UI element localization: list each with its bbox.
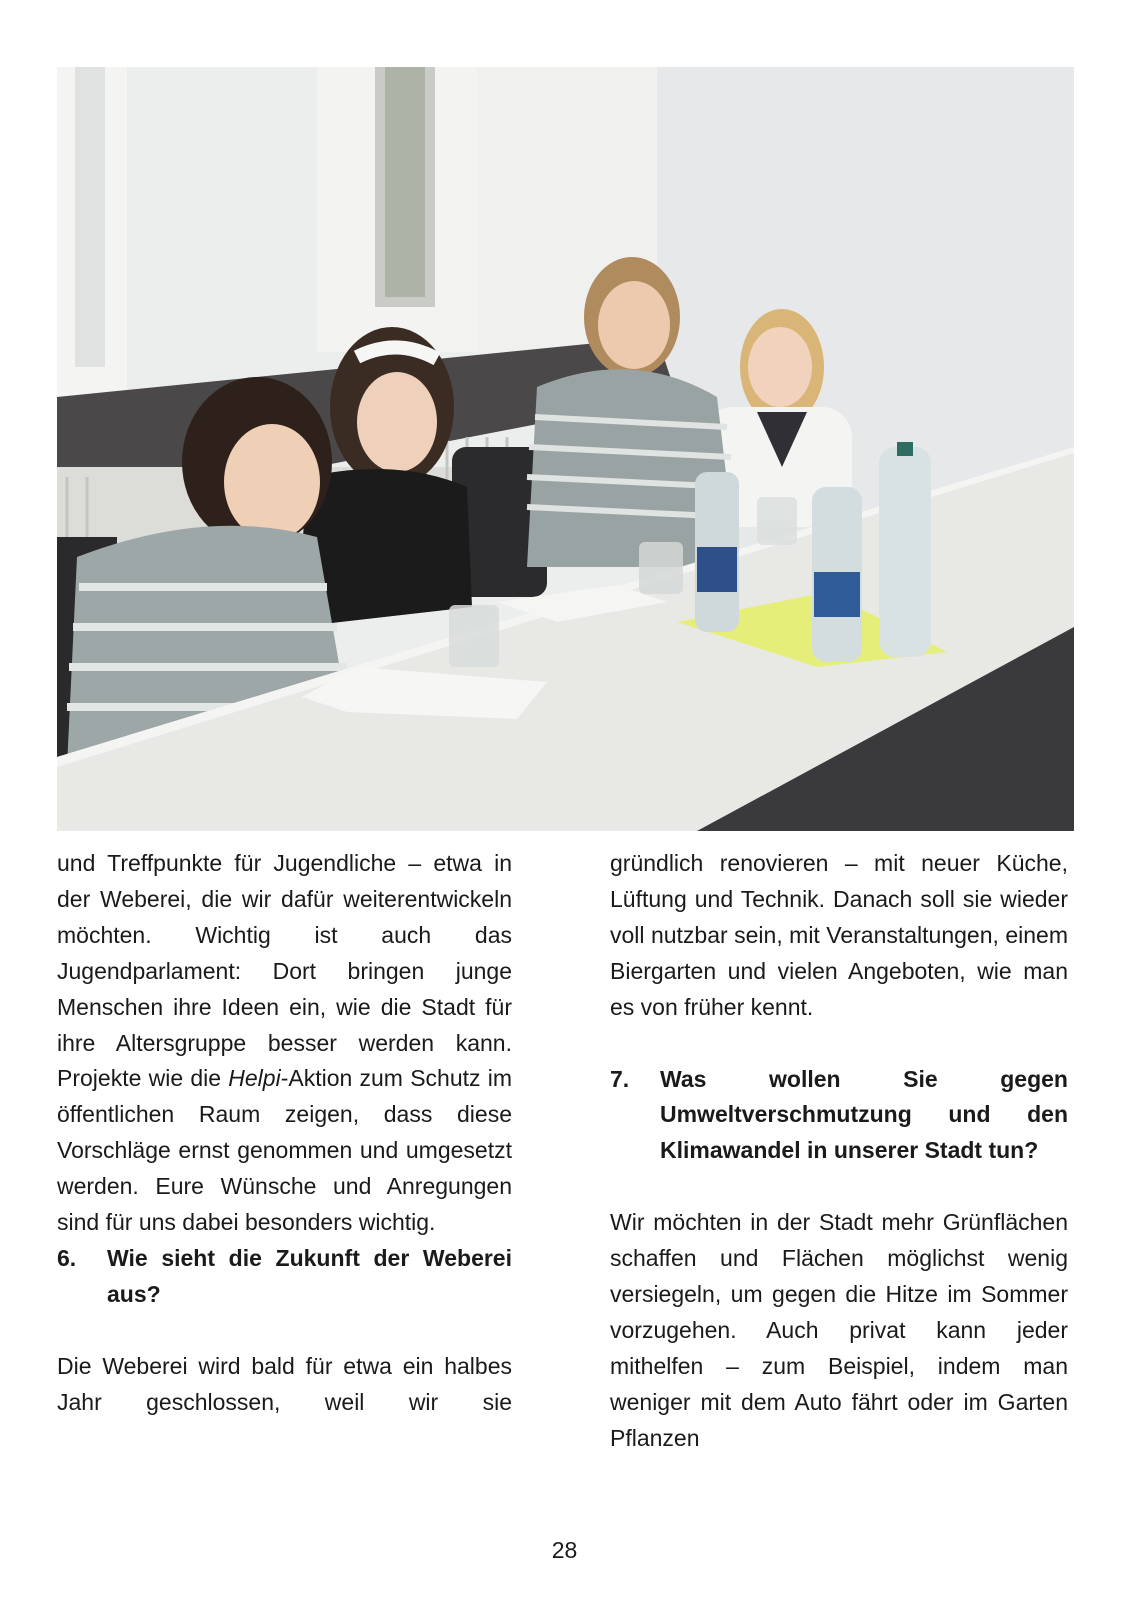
page-number: 28 bbox=[551, 1537, 578, 1563]
photo-illustration bbox=[57, 67, 1074, 831]
helpi-term: Helpi bbox=[228, 1065, 281, 1092]
left-paragraph-1: und Treffpunkte für Jugendliche – etwa in der Weberei, die wir dafür weiterentwickeln möchten. Wichtig ist auch das Jugendparlament: Dort bringen junge Menschen ihre Ideen ein, wie die Stadt für ihre Altersgruppe besser werden kann. Projekte wie die Helpi-Aktion zum Schutz im öffentlichen Raum zeigen, dass diese Vorschläge ernst genommen und umgesetzt werden. Eure Wünsche und Anregungen sind für uns dabei besonders wichtig. bbox=[57, 850, 513, 1236]
article-photo bbox=[57, 67, 1074, 831]
question-7 bbox=[610, 1062, 1068, 1170]
question-6-number: 6. bbox=[57, 1244, 77, 1271]
left-paragraph-2: Die Weberei wird bald für etwa ein halbes Jahr geschlossen, weil wir sie bbox=[57, 1352, 512, 1415]
right-paragraph-1: gründlich renovieren – mit neuer Küche, Lüftung und Technik. Danach soll sie wieder voll nutzbar sein, mit Veranstaltungen, einem Biergarten und vielen Angeboten, wie man es von früher kennt. bbox=[610, 850, 1068, 1020]
question-7-number: 7. bbox=[610, 1065, 630, 1092]
question-7-text: Was wollen Sie gegen Umweltverschmutzung und den Klimawandel in unserer Stadt tun? bbox=[660, 1065, 1068, 1164]
left-text-column bbox=[57, 846, 512, 1421]
right-text-column bbox=[610, 846, 1068, 1457]
right-paragraph-2: Wir möchten in der Stadt mehr Grünflächen schaffen und Flächen möglichst wenig versiegeln, um gegen die Hitze im Sommer vorzugehen. Auch privat kann jeder mithelfen – zum Beispiel, indem man weniger mit dem Auto fährt oder im Garten Pflanzen bbox=[610, 1209, 1068, 1451]
question-6 bbox=[57, 1241, 512, 1313]
question-6-text: Wie sieht die Zukunft der Weberei aus? bbox=[107, 1244, 512, 1307]
